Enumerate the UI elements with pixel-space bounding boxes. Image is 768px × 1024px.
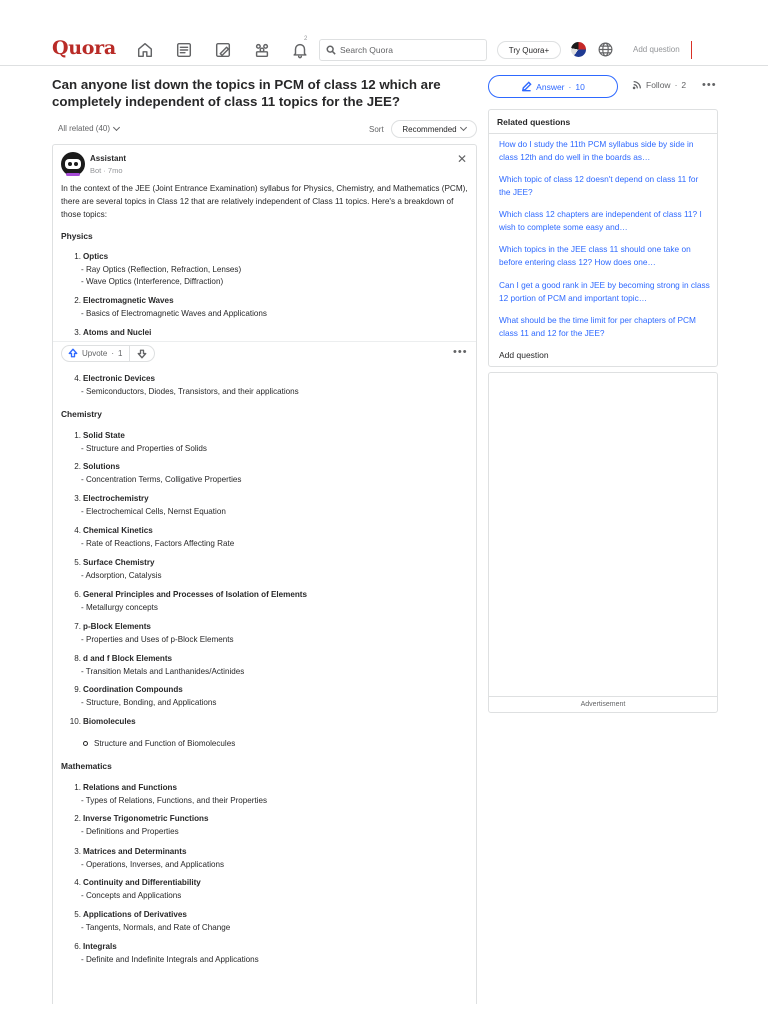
language-globe-icon[interactable] [597, 41, 614, 58]
notification-count: 2 [304, 36, 308, 42]
item-title: Chemical Kinetics [83, 526, 153, 535]
list-item [67, 846, 467, 871]
item-title: Applications of Derivatives [83, 910, 187, 919]
item-detail: - Wave Optics (Interference, Diffraction) [81, 277, 224, 286]
bot-face-icon [65, 159, 81, 169]
item-detail: - Structure, Bonding, and Applications [81, 697, 217, 707]
all-related-label: All related (40) [58, 124, 111, 133]
item-number: 6. [74, 590, 81, 599]
all-related-filter[interactable] [58, 124, 119, 133]
item-title: Optics [83, 252, 109, 261]
item-number: 2. [74, 296, 81, 305]
item-detail: - Transition Metals and Lanthanides/Actinides [81, 666, 245, 676]
author-name[interactable]: Assistant [90, 154, 127, 163]
list-item [67, 589, 467, 614]
spaces-icon[interactable] [252, 40, 272, 60]
sort-dropdown[interactable] [391, 120, 477, 138]
item-detail: - Rate of Reactions, Factors Affecting Rate [81, 538, 235, 548]
search-input[interactable] [319, 39, 487, 61]
chevron-down-icon [460, 124, 467, 131]
home-icon[interactable] [135, 40, 155, 60]
search-placeholder: Search Quora [340, 45, 393, 55]
item-number: 2. [74, 462, 81, 471]
sort-value: Recommended [402, 124, 457, 134]
answer-separator: · [568, 81, 572, 92]
vote-bar [53, 341, 476, 365]
item-number: 3. [74, 494, 81, 503]
list-item [67, 493, 467, 518]
bot-avatar-accent [66, 173, 80, 176]
list-item [67, 877, 467, 902]
item-number: 3. [74, 847, 81, 856]
related-question-link[interactable]: How do I study the 11th PCM syllabus side by side in class 12th and do well in the boards as… [499, 139, 694, 162]
item-number: 1. [74, 252, 81, 261]
item-title: Electronic Devices [83, 374, 155, 383]
search-icon [326, 45, 336, 55]
item-number: 4. [74, 526, 81, 535]
item-number: 2. [74, 814, 81, 823]
related-questions-panel [488, 109, 718, 367]
advertisement-slot[interactable] [488, 372, 718, 713]
list-item [67, 941, 467, 966]
item-title: Solid State [83, 431, 125, 440]
list-item [67, 909, 467, 934]
header-divider [691, 41, 692, 59]
item-title: Biomolecules [83, 717, 136, 726]
item-title: Continuity and Differentiability [83, 878, 201, 887]
list-item [67, 295, 467, 320]
author-meta: Bot · 7mo [90, 166, 123, 175]
more-options-icon[interactable]: ••• [702, 79, 717, 91]
list-item [67, 557, 467, 582]
more-options-icon[interactable]: ••• [453, 346, 468, 358]
item-title: Electromagnetic Waves [83, 296, 174, 305]
related-question-link[interactable]: Which class 12 chapters are independent of class 11? I wish to complete some easy and… [499, 209, 702, 232]
item-number: 4. [74, 374, 81, 383]
item-title: General Principles and Processes of Isolation of Elements [83, 590, 308, 599]
add-question-button[interactable]: Add question [633, 45, 680, 54]
item-detail: - Concentration Terms, Colligative Properties [81, 474, 242, 484]
downvote-arrow-icon [137, 349, 147, 359]
item-detail: - Definitions and Properties [81, 826, 179, 836]
follow-separator: · [674, 80, 678, 90]
item-detail: - Electrochemical Cells, Nernst Equation [81, 506, 226, 516]
upvote-separator: · [111, 349, 115, 358]
item-title: Surface Chemistry [83, 558, 155, 567]
upvote-arrow-icon [68, 348, 78, 360]
section-heading-physics: Physics [61, 231, 93, 241]
related-question-link[interactable]: Can I get a good rank in JEE by becoming strong in class 12 portion of PCM and important topic… [499, 280, 710, 303]
item-title: Matrices and Determinants [83, 847, 187, 856]
follow-button[interactable] [632, 80, 686, 90]
item-title: Coordination Compounds [83, 685, 183, 694]
item-title: Solutions [83, 462, 120, 471]
notifications-icon[interactable] [290, 40, 310, 60]
bot-avatar[interactable] [61, 152, 85, 176]
item-title: Relations and Functions [83, 783, 177, 792]
item-detail: - Ray Optics (Reflection, Refraction, Lenses) [81, 264, 242, 274]
answer-intro: In the context of the JEE (Joint Entrance Examination) syllabus for Physics, Chemistry, and Mathematics (PCM), there are several topics in Class 12 that are relatively independent of Class 11 topics. Here's a breakdown of those topics: [61, 184, 468, 219]
sort-label: Sort [369, 125, 384, 134]
follow-label: Follow [646, 80, 671, 90]
item-number: 10. [69, 717, 81, 726]
item-title: Integrals [83, 942, 117, 951]
item-number: 7. [74, 622, 81, 631]
item-number: 6. [74, 942, 81, 951]
top-nav-bar [0, 0, 768, 66]
list-item [67, 430, 467, 455]
list-item [67, 653, 467, 678]
downvote-button[interactable] [130, 349, 154, 359]
item-number: 8. [74, 654, 81, 663]
list-item [67, 621, 467, 646]
pencil-icon [521, 81, 532, 92]
related-question-link[interactable]: Which topic of class 12 doesn't depend on class 11 for the JEE? [499, 174, 699, 197]
list-item [67, 813, 467, 838]
upvote-count: 1 [118, 349, 123, 358]
quora-logo[interactable]: Quora [52, 37, 116, 59]
related-question-link[interactable]: Which topics in the JEE class 11 should one take on before entering class 12? How does one… [499, 244, 691, 267]
answer-icon[interactable] [213, 40, 233, 60]
user-avatar[interactable] [571, 42, 586, 57]
item-number: 1. [74, 783, 81, 792]
list-sub-bullet: Structure and Function of Biomolecules [83, 739, 235, 748]
item-detail: - Adsorption, Catalysis [81, 570, 162, 580]
answer-card [52, 144, 477, 1004]
list-item [67, 782, 467, 807]
advertisement-label: Advertisement [489, 696, 717, 712]
related-question-link[interactable]: What should be the time limit for per chapters of PCM class 11 and 12 for the JEE? [499, 315, 696, 338]
list-item [67, 461, 467, 486]
upvote-button[interactable] [61, 345, 155, 362]
item-detail: - Concepts and Applications [81, 890, 182, 900]
answer-label: Answer [536, 81, 565, 92]
answer-button[interactable] [488, 75, 618, 98]
related-questions-title: Related questions [497, 117, 571, 127]
item-detail: - Tangents, Normals, and Rate of Change [81, 922, 231, 932]
close-icon[interactable]: ✕ [457, 152, 468, 166]
add-question-link[interactable]: Add question [499, 350, 549, 360]
list-item [67, 251, 467, 289]
chevron-down-icon [113, 123, 120, 130]
item-detail: - Structure and Properties of Solids [81, 443, 207, 453]
item-title: Atoms and Nuclei [83, 328, 152, 337]
list-item [67, 684, 467, 709]
item-title: p-Block Elements [83, 622, 151, 631]
item-title: d and f Block Elements [83, 654, 173, 663]
item-number: 5. [74, 558, 81, 567]
rss-follow-icon [632, 80, 642, 90]
upvote-label: Upvote [82, 349, 108, 358]
section-heading-chemistry: Chemistry [61, 409, 102, 419]
list-item [67, 327, 467, 340]
item-detail: - Metallurgy concepts [81, 602, 158, 612]
list-item [59, 716, 459, 729]
list-item [67, 373, 467, 398]
section-heading-mathematics: Mathematics [61, 761, 112, 771]
item-detail: - Properties and Uses of p-Block Elements [81, 634, 234, 644]
item-title: Inverse Trigonometric Functions [83, 814, 209, 823]
following-icon[interactable] [174, 40, 194, 60]
item-number: 1. [74, 431, 81, 440]
list-item [67, 525, 467, 550]
item-detail: - Semiconductors, Diodes, Transistors, and their applications [81, 386, 299, 396]
item-detail: - Types of Relations, Functions, and their Properties [81, 795, 268, 805]
try-quora-plus-button[interactable]: Try Quora+ [497, 41, 561, 59]
item-number: 4. [74, 878, 81, 887]
item-number: 9. [74, 685, 81, 694]
answer-count: 10 [575, 81, 585, 92]
item-number: 3. [74, 328, 81, 337]
item-detail: - Operations, Inverses, and Applications [81, 859, 225, 869]
item-title: Electrochemistry [83, 494, 149, 503]
question-title[interactable]: Can anyone list down the topics in PCM of class 12 which are completely independent of class 11 topics for the JEE? [52, 77, 441, 109]
item-detail: - Definite and Indefinite Integrals and Applications [81, 954, 259, 964]
item-number: 5. [74, 910, 81, 919]
follow-count: 2 [681, 80, 687, 90]
item-detail: - Basics of Electromagnetic Waves and Applications [81, 308, 267, 318]
divider [489, 133, 717, 134]
